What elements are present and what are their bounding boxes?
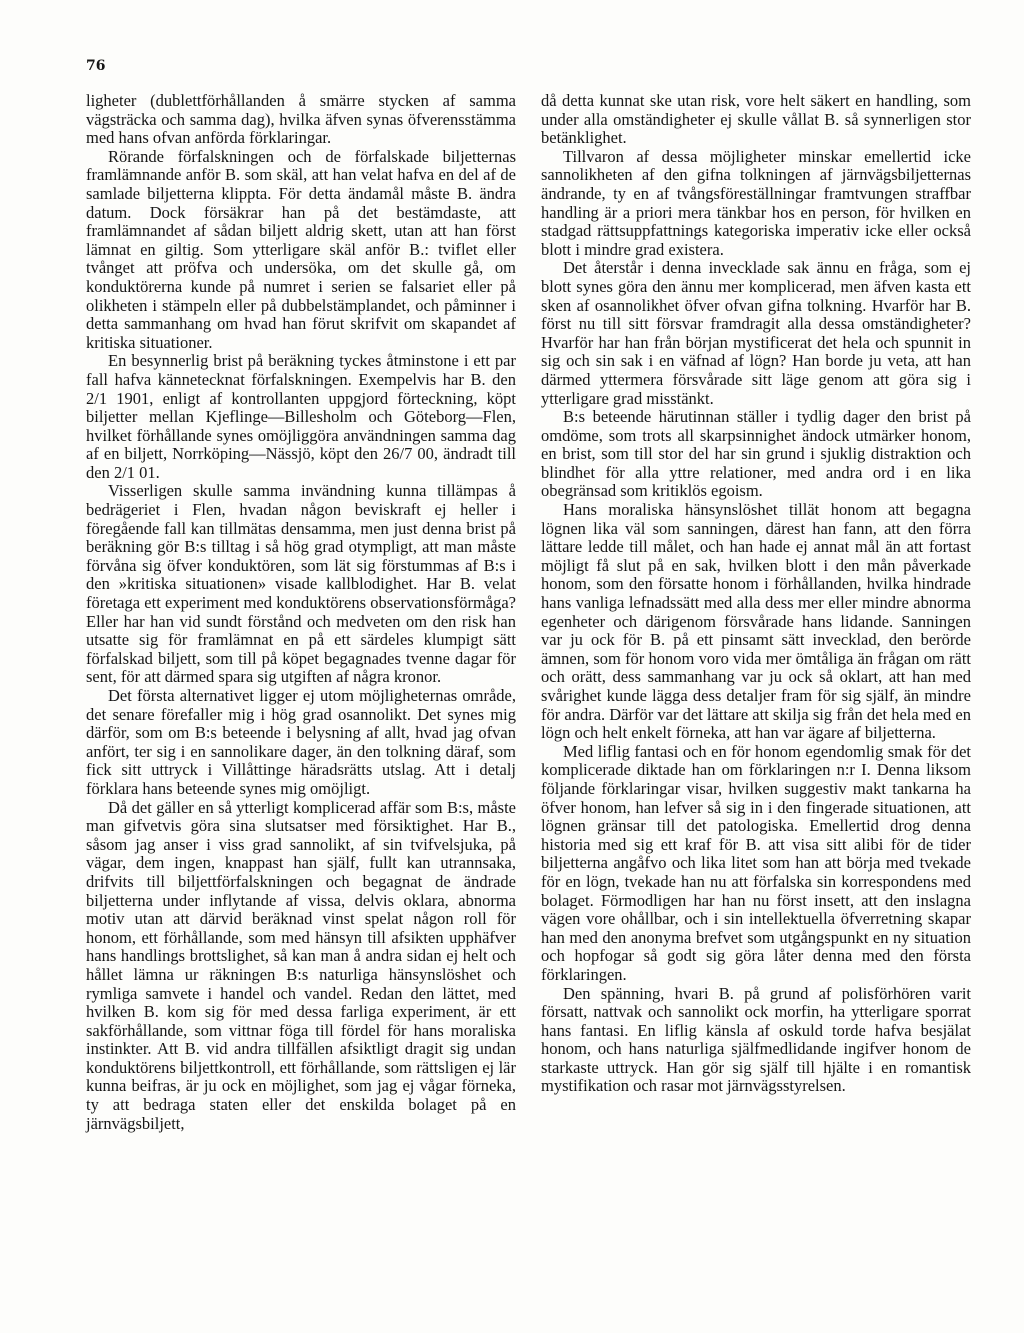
left-column xyxy=(86,92,516,1133)
paragraph: B:s beteende härutinnan ställer i tydlig dager den brist på omdöme, som trots all skarpsinnighet ändock utmärker honom, en brist, som till stor del har sin grund i sjuklig distraktion och blindhet för alla yttre relationer, med andra ord i en lika obegränsad som kritiklös egoism. xyxy=(541,407,971,501)
paragraph: Rörande förfalskningen och de förfalskade biljetternas framlämnande anför B. som skäl, att han velat hafva en del af de samlade biljetterna klippta. För detta ändamål måste B. ändra datum. Dock försäkrar han på det bestämdaste, att framlämnandet af sådan biljett aldrig skett, utan att han först lämnat en giltig. Som ytterligare skäl anför B.: tviflet eller tvånget att pröfva och undersöka, om det skulle gå, om konduktörerna kunde på numret i serien se falsariet eller på olikheten i stämpeln eller på dubbelstämplandet, och påminner i detta sammanhang om hvad han förut skrifvit om skapandet af kritiska situationer. xyxy=(86,146,516,352)
paragraph: Den spänning, hvari B. på grund af polisförhören varit försatt, nattvak och sannolikt ock morfin, ha ytterligare sporrat hans fantasi. En liflig känsla af oskuld torde hafva besjälat honom, och hans naturliga själfmedlidande ingifver honom de starkaste uttryck. Han gör sig själf till hjälte i en romantisk mystifikation och rasar mot järnvägsstyrelsen. xyxy=(541,983,971,1096)
paragraph: Då det gäller en så ytterligt komplicerad affär som B:s, måste man gifvetvis göra sina slutsatser med försiktighet. Har B., såsom jag anser i viss grad sannolikt, af sin tvifvelsjuka, på vägar, dem ingen, knappast han själf, fullt kan utrannsaka, drifvits till biljettförfalskningen och begagnat de ändrade biljetterna under inflytande af vissa, delvis oklara, abnorma motiv utan att därvid beräknad vinst spelat någon roll för honom, ett förhållande, som med hänsyn till afsikten upphäfver hans handlings brottslighet, så kan man å andra sidan ej helt och hållet lämna ur räkningen B:s naturliga hänsynslöshet och rymliga samvete i handel och vandel. Redan den lättet, med hvilken B. kom sig för med dessa farliga experiment, är ett sakförhållande, som vittnar föga till fördel för hans moraliska instinkter. Att B. vid andra tillfällen afsiktligt dragit sig undan konduktörens biljettkontroll, ett förhållande, som rättsligen ej lär kunna beifras, är ju ock en möjlighet, som jag ej vågar förneka, ty att bedraga staten eller det enskilda bolaget på en järnvägsbiljett, xyxy=(86,797,516,1133)
page-number: 76 xyxy=(86,58,106,74)
paragraph: Det första alternativet ligger ej utom möjligheternas område, det senare förefaller mig i hög grad osannolikt. Det synes mig därför, som om B:s beteende i belysning af allt, hvad jag ofvan anfört, ter sig i en sannolikare dager, än den tolkning däraf, som fick sitt uttryck i Villåttinge häradsrätts utslag. Att i detalj förklara hans beteende synes mig omöjligt. xyxy=(86,686,516,798)
paragraph: Det återstår i denna invecklade sak ännu en fråga, som ej blott synes göra den ännu mer komplicerad, men äfven kasta ett sken af osannolikhet öfver ofvan gifna tolkning. Hvarför har B. först nu till sitt försvar framdragit alla dessa omständigheter? Hvarför har han från början mystificerat det hela och spunnit in sig och sin sak i en väfnad af lögn? Han borde ju veta, att han därmed yttermera försvårade sitt läge genom att göra sig i ytterligare grad misstänkt. xyxy=(541,258,971,408)
right-column xyxy=(541,92,971,1096)
paragraph: En besynnerlig brist på beräkning tyckes åtminstone i ett par fall hafva kännetecknat förfalskningen. Exempelvis har B. den 2/1 1901, enligt af kontrollanten uppgjord förteckning, köpt biljetter mellan Kjeflinge—Billesholm och Göteborg—Flen, hvilket förhållande synes omöjliggöra användningen samma dag af en biljett, Norrköping—Nässjö, köpt den 26/7 00, ändradt till den 2/1 01. xyxy=(86,351,516,482)
paragraph: ligheter (dublettförhållanden å smärre stycken af samma vägsträcka och samma dag), hvilka äfven synas öfverensstämma med hans ofvan anförda förklaringar. xyxy=(86,91,516,148)
paragraph: Visserligen skulle samma invändning kunna tillämpas å bedrägeriet i Flen, hvadan någon beviskraft ej heller i föregående fall kan tillmätas densamma, men just denna brist på beräkning gör B:s tilltag i så hög grad otympligt, att man måste förvåna sig öfver konduktören, som lät sig förstummas af B:s i den »kritiska situationen» visade kallblodighet. Har B. velat företaga ett experiment med konduktörens observationsförmåga? Eller har han vid sundt förstånd och medveten om den risk han utsatte sig för framlämnat en på ett särdeles klumpigt sätt förfalskad biljett, som till på köpet begagnades tvenne dagar för sent, för att därmed spara sig utgiften af några kronor. xyxy=(86,481,516,687)
paragraph: då detta kunnat ske utan risk, vore helt säkert en handling, som under alla omständigheter ej skulle vållat B. så synnerligen stor betänklighet. xyxy=(541,91,971,148)
paragraph: Med liflig fantasi och en för honom egendomlig smak för det komplicerade diktade han om förklaringen n:r I. Denna liksom följande förklaringar visar, hvilken suggestiv makt tankarna ha öfver honom, han lefver så sig in i den fingerade situationen, att lögnen gränsar till det patologiska. Emellertid drog denna historia med sig ett kraf för B. att visa sitt alibi för de tider biljetterna angåfvo och lika litet som han att börja med tvekade för en lögn, tvekade han nu att förfalska sin korrespondens med bolaget. Förmodligen har han nu först insett, att den inslagna vägen vore ohållbar, och i sin intellektuella öfverretning skapar han med den anonyma brefvet som utgångspunkt en ny situation och hopfogar så godt sig göra låter denna med den första förklaringen. xyxy=(541,741,971,984)
paragraph: Tillvaron af dessa möjligheter minskar emellertid icke sannolikheten af den gifna tolkningen af järnvägsbiljetternas ändrande, ty en af tvångsföreställningar framtvungen straffbar handling är a priori mera tänkbar hos en person, för hvilken en stadgad rättsuppfattnings kategoriska imperativ icke eller också blott i mindre grad existera. xyxy=(541,146,971,259)
paragraph: Hans moraliska hänsynslöshet tillät honom att begagna lögnen lika väl som sanningen, därest han fann, att den förra lättare ledde till målet, och han hade ej annat mål än att fortast möjligt få slut på en sak, hvilken blott i den mån påverkade honom, som den försatte honom i förhållanden, hvilka hindrade hans vanliga lefnadssätt med alla dess mer eller mindre abnorma egenheter och därigenom försvårade hans lidande. Sanningen var ju ock för B. på ett pinsamt sätt invecklad, den berörde ämnen, som för honom voro vida mer ömtåliga än frågan om rätt och orätt, dess sammanhang var ju ock så oklart, att han med svårighet kunde lägga dess detaljer fram för sig själf, än mindre för andra. Därför var det lättare att skilja sig från det hela med en lögn och helt enkelt förneka, att han var ägare af biljetterna. xyxy=(541,500,971,743)
